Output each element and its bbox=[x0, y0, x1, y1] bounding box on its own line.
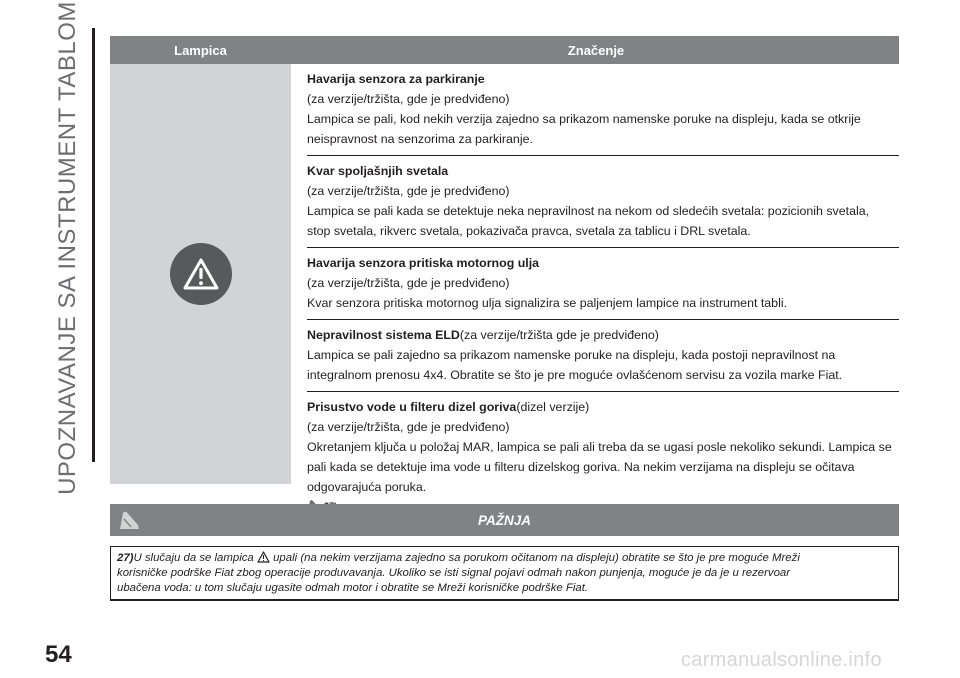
row-line: (za verzije/tržišta, gde je predviđeno) bbox=[307, 276, 510, 290]
page-number: 54 bbox=[45, 641, 72, 668]
row-water-in-diesel-filter bbox=[307, 392, 899, 519]
row-eld-system-fault bbox=[307, 320, 899, 392]
row-parking-sensor-failure bbox=[307, 64, 899, 156]
row-title-line bbox=[307, 397, 899, 417]
row-line: Lampica se pali, kod nekih verzija zajedno sa prikazom namenske poruke na displeju, kada se otkrije bbox=[307, 112, 861, 126]
row-line: Kvar senzora pritiska motornog ulja signalizira se paljenjem lampice na instrument tabli. bbox=[307, 296, 788, 310]
row-title-suffix: (za verzije/tržišta gde je predviđeno) bbox=[459, 328, 659, 342]
row-line: (za verzije/tržišta, gde je predviđeno) bbox=[307, 92, 510, 106]
row-line: stop svetala, rikverc svetala, pokazivača pravca, svetala za tablicu i DRL svetala. bbox=[307, 224, 751, 238]
table-body bbox=[110, 64, 899, 519]
row-line: Lampica se pali zajedno sa prikazom namenske poruke na displeju, kada postoji nepravilnost na bbox=[307, 348, 836, 362]
row-title: Havarija senzora pritiska motornog ulja bbox=[307, 256, 540, 270]
warning-header bbox=[110, 504, 899, 536]
row-line: neispravnost na senzorima za parkiranje. bbox=[307, 132, 533, 146]
row-line: (za verzije/tržišta, gde je predviđeno) bbox=[307, 184, 510, 198]
row-title: Nepravilnost sistema ELD bbox=[307, 328, 460, 342]
watermark: carmanualsonline.info bbox=[681, 649, 882, 671]
row-exterior-lights-failure bbox=[307, 156, 899, 248]
warning-triangle-icon bbox=[170, 243, 232, 305]
table-header bbox=[110, 36, 899, 64]
warning-text: korisničke podrške Fiat zbog operacije produvavanja. Ukoliko se isti signal pojavi odmah nakon punjenja, moguće je da je u rezervoar bbox=[117, 567, 791, 579]
warning-text: upali (na nekim verzijama zajedno sa porukom očitanom na displeju) obratite se što je pre moguće Mreži bbox=[269, 552, 800, 564]
warning-box bbox=[110, 546, 899, 601]
warning-text: U slučaju da se lampica bbox=[133, 552, 254, 564]
row-title: Kvar spoljašnjih svetala bbox=[307, 164, 449, 178]
row-title: Prisustvo vode u filteru dizel goriva bbox=[307, 400, 517, 414]
row-title-suffix: (dizel verzije) bbox=[516, 400, 590, 414]
header-meaning: Značenje bbox=[567, 42, 625, 58]
row-line: odgovarajuća poruka. bbox=[307, 480, 427, 494]
row-title-line bbox=[307, 325, 899, 345]
row-line: Okretanjem ključa u položaj MAR, lampica se pali ali treba da se ugasi posle nekoliko sekundi. Lampica se bbox=[307, 440, 892, 454]
row-line: pali kada se detektuje ima vode u filteru dizelskog goriva. Na nekim verzijama na displeju se očitava bbox=[307, 460, 855, 474]
lamp-cell bbox=[110, 64, 291, 484]
chapter-title-text: UPOZNAVANJE SA INSTRUMENT TABLOM bbox=[54, 1, 82, 495]
row-line: (za verzije/tržišta, gde je predviđeno) bbox=[307, 420, 510, 434]
row-oil-pressure-sensor-failure bbox=[307, 248, 899, 320]
row-line: integralnom prenosu 4x4. Obratite se što je pre moguće ovlašćenom servisu za vozila marke Fiat. bbox=[307, 368, 843, 382]
warning-title: PAŽNJA bbox=[477, 512, 531, 528]
warning-text: ubačena voda: u tom slučaju ugasite odmah motor i obratite se Mreži korisničke podrške Fiat. bbox=[117, 582, 589, 594]
row-line: Lampica se pali kada se detektuje neka nepravilnost na nekom od sledećih svetala: pozicionih svetala, bbox=[307, 204, 870, 218]
meaning-column bbox=[291, 64, 899, 519]
warning-number: 27) bbox=[117, 552, 134, 564]
row-title: Havarija senzora za parkiranje bbox=[307, 72, 485, 86]
warning-triangle-icon bbox=[257, 551, 270, 563]
warning-triangle-icon-svg bbox=[182, 257, 220, 291]
chapter-rule bbox=[92, 28, 95, 462]
warning-lamp-table bbox=[110, 36, 899, 519]
header-lamp: Lampica bbox=[174, 42, 227, 58]
warning-hand-icon bbox=[118, 509, 140, 531]
chapter-title bbox=[48, 1, 88, 495]
